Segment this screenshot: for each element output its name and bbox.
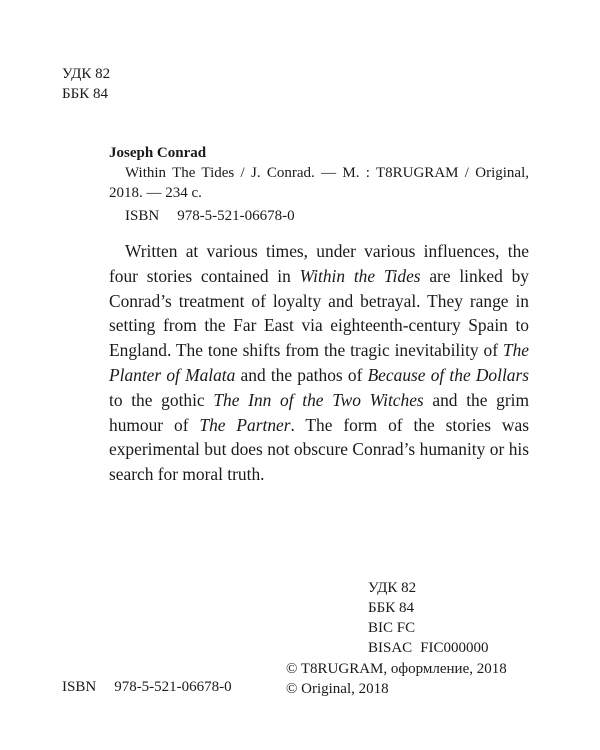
abstract-text: and the pathos of: [235, 364, 368, 385]
copyright-original: © Original, 2018: [286, 681, 389, 697]
bibliographic-record: [109, 143, 529, 203]
bottom-classification-codes: [368, 578, 489, 658]
udk-code: УДК 82: [62, 66, 111, 82]
bisac-code: [368, 638, 489, 658]
top-classification-codes: [62, 64, 110, 104]
isbn-label: ISBN: [125, 208, 160, 224]
isbn-number: 978-5-521-06678-0: [177, 208, 295, 224]
copyright-notices: [286, 659, 507, 699]
bisac-value: FIC000000: [420, 640, 489, 656]
bbk-code: ББК 84: [368, 600, 414, 616]
story-title: The Planter of Malata: [109, 340, 529, 385]
abstract-text: Written at various times, under various influences, the four stories contained in: [109, 241, 529, 286]
isbn-number: 978-5-521-06678-0: [114, 679, 232, 695]
abstract-text: and the grim humour of: [109, 389, 529, 435]
isbn-top: [125, 208, 295, 225]
story-title: The Partner: [199, 414, 291, 435]
isbn-bottom: [62, 679, 232, 696]
story-title: Because of the Dollars: [367, 364, 530, 385]
copyright-design: © T8RUGRAM, оформление, 2018: [286, 661, 507, 677]
abstract-paragraph: [109, 239, 529, 487]
book-title: Within the Tides: [299, 265, 421, 286]
isbn-label: ISBN: [62, 679, 97, 695]
author-name: Joseph Conrad: [109, 145, 207, 161]
udk-code: УДК 82: [368, 580, 417, 596]
bisac-label: BISAC: [368, 640, 413, 656]
abstract-text: are linked by Conrad’s treatment of loyalty and betrayal. They range in setting from the Far East via eighteenth-century Spain to England. The tone shifts from the tragic inevitability of: [109, 265, 529, 361]
abstract-text: . The form of the stories was experimental but does not obscure Conrad’s humanity or his search for moral truth.: [109, 414, 529, 485]
abstract-text: to the gothic: [109, 389, 214, 410]
story-title: The Inn of the Two Witches: [213, 389, 424, 410]
bic-code: BIC FC: [368, 620, 416, 636]
citation-text: Within The Tides / J. Conrad. — M. : T8RUGRAM / Original, 2018. — 234 c.: [109, 165, 529, 201]
bbk-code: ББК 84: [62, 86, 108, 102]
